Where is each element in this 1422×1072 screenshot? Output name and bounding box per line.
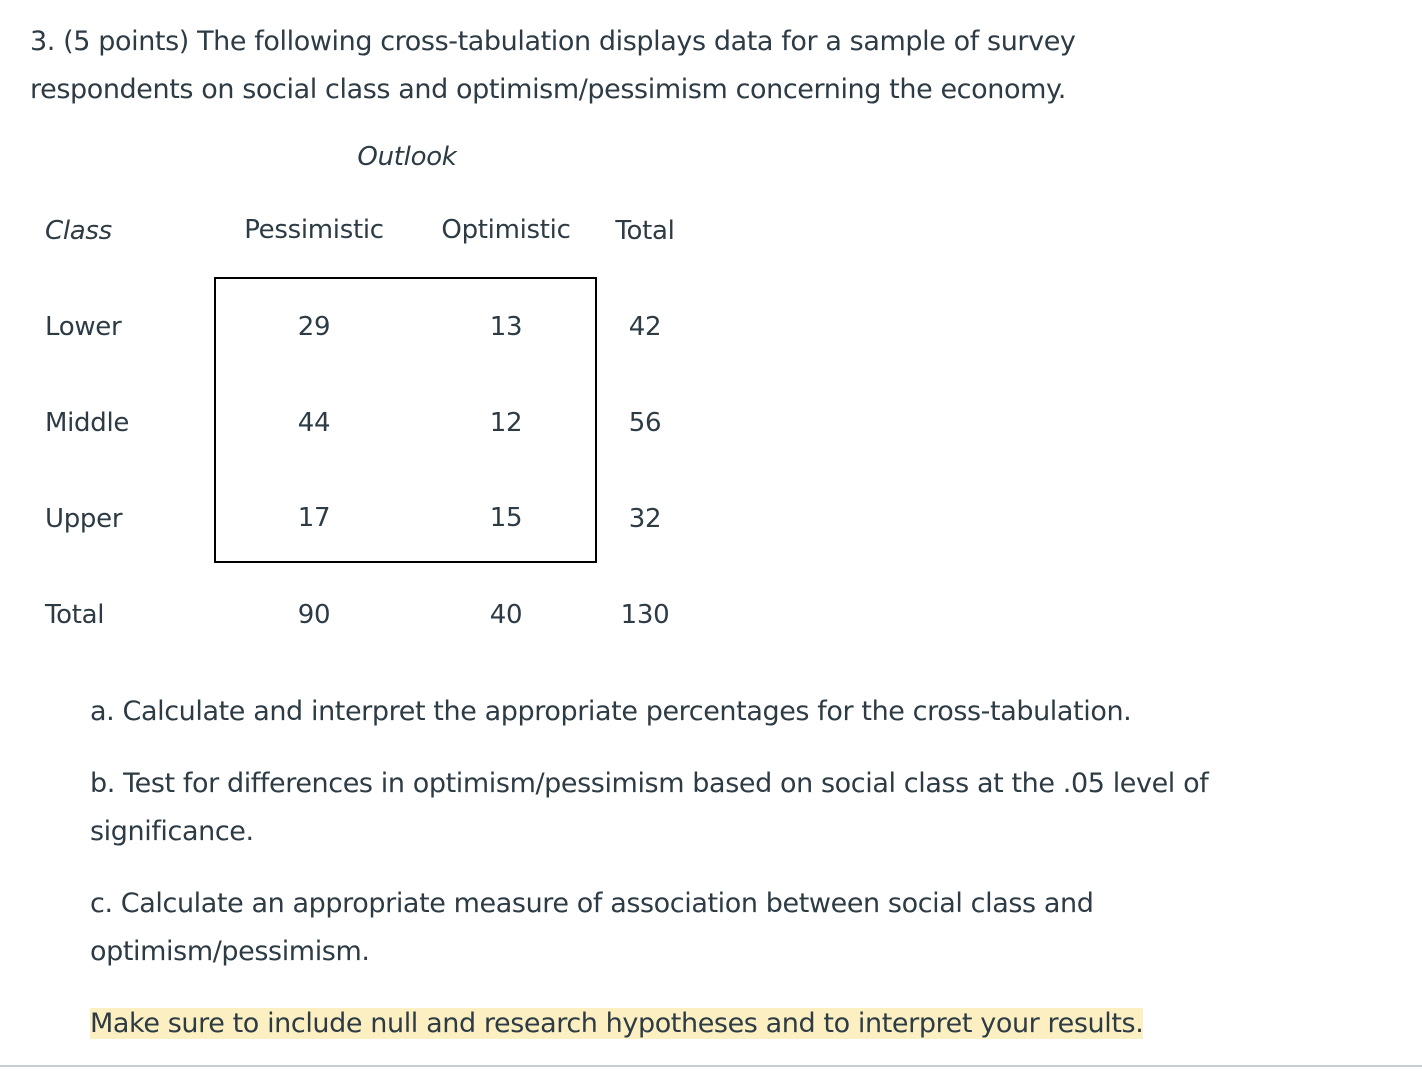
cell-total-optimistic: 40 [489, 600, 523, 630]
cell-lower-optimistic: 13 [489, 312, 523, 342]
row-label-total: Total [45, 600, 105, 630]
cell-middle-optimistic: 12 [489, 408, 523, 438]
cell-total-total: 130 [620, 600, 670, 630]
cell-middle-pessimistic: 44 [297, 408, 331, 438]
bottom-divider [0, 1065, 1422, 1067]
cell-total-pessimistic: 90 [297, 600, 331, 630]
column-header-optimistic: Optimistic [441, 215, 571, 245]
hypotheses-note [90, 1000, 1250, 1048]
cell-upper-pessimistic: 17 [297, 503, 331, 533]
cell-upper-total: 32 [628, 504, 662, 534]
cell-middle-total: 56 [628, 408, 662, 438]
part-b: b. Test for differences in optimism/pessimism based on social class at the .05 level of significance. [90, 768, 1209, 847]
row-label-lower: Lower [45, 312, 122, 342]
cell-lower-total: 42 [628, 312, 662, 342]
column-header-pessimistic: Pessimistic [244, 215, 384, 245]
outlook-label: Outlook [357, 142, 457, 172]
highlighted-text: Make sure to include null and research hypotheses and to interpret your results. [90, 1008, 1144, 1039]
row-label-upper: Upper [45, 504, 123, 534]
column-header-total: Total [615, 216, 675, 246]
row-label-middle: Middle [45, 408, 130, 438]
cell-lower-pessimistic: 29 [297, 312, 331, 342]
question-intro: 3. (5 points) The following cross-tabulation displays data for a sample of survey respondents on social class and optimism/pessimism concerning the economy. [30, 26, 1076, 105]
class-label: Class [45, 216, 112, 246]
part-c: c. Calculate an appropriate measure of association between social class and optimism/pessimism. [90, 888, 1094, 967]
cell-upper-optimistic: 15 [489, 503, 523, 533]
table-box [214, 277, 597, 563]
part-a: a. Calculate and interpret the appropriate percentages for the cross-tabulation. [90, 696, 1132, 727]
